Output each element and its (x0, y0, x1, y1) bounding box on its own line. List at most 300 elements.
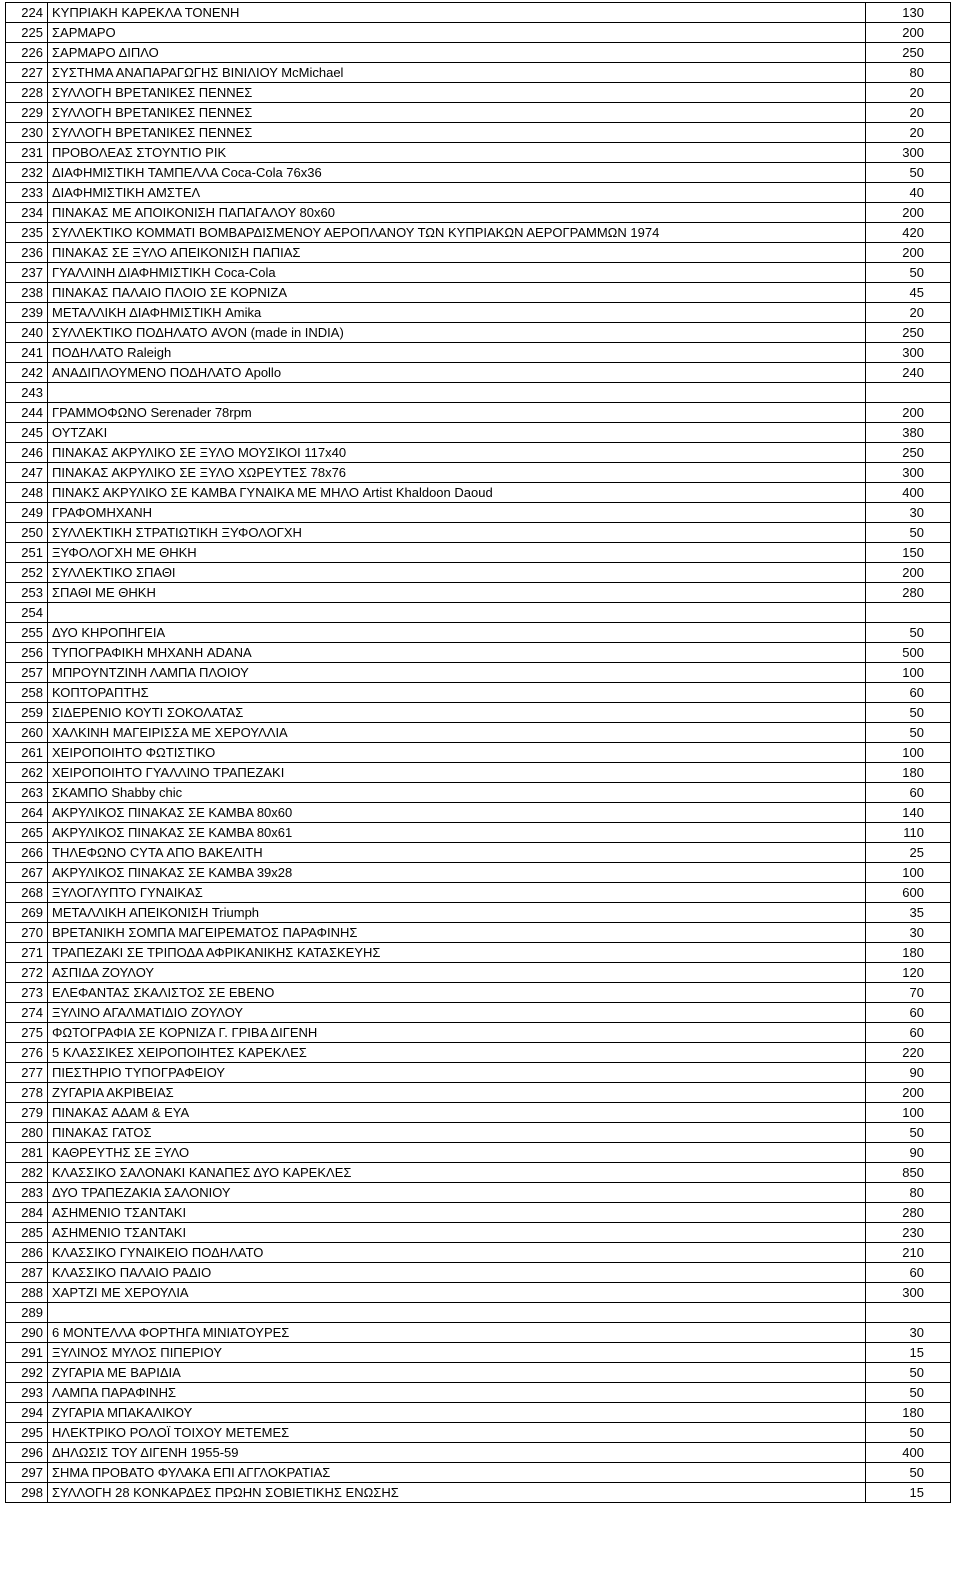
item-description-cell: ΒΡΕΤΑΝΙΚΗ ΣΟΜΠΑ ΜΑΓΕΙΡΕΜΑΤΟΣ ΠΑΡΑΦΙΝΗΣ (48, 923, 866, 943)
item-description-cell: ΠΟΔΗΛΑΤΟ Raleigh (48, 343, 866, 363)
table-row (6, 783, 951, 803)
row-number-cell: 279 (6, 1103, 48, 1123)
item-description-cell: ΠΙΕΣΤΗΡΙΟ ΤΥΠΟΓΡΑΦΕΙΟΥ (48, 1063, 866, 1083)
row-number-cell: 294 (6, 1403, 48, 1423)
table-row (6, 403, 951, 423)
price-cell: 50 (866, 1363, 951, 1383)
table-row (6, 243, 951, 263)
price-cell: 180 (866, 763, 951, 783)
row-number-cell: 233 (6, 183, 48, 203)
row-number-cell: 270 (6, 923, 48, 943)
price-cell: 140 (866, 803, 951, 823)
item-description-cell: ΣΠΑΘΙ ΜΕ ΘΗΚΗ (48, 583, 866, 603)
row-number-cell: 278 (6, 1083, 48, 1103)
row-number-cell: 232 (6, 163, 48, 183)
item-description-cell: ΖΥΓΑΡΙΑ ΜΠΑΚΑΛΙΚΟΥ (48, 1403, 866, 1423)
price-cell: 100 (866, 863, 951, 883)
price-cell: 20 (866, 123, 951, 143)
table-row (6, 623, 951, 643)
price-cell: 35 (866, 903, 951, 923)
table-row (6, 3, 951, 23)
price-cell: 120 (866, 963, 951, 983)
price-cell: 80 (866, 63, 951, 83)
item-description-cell: ΑΚΡΥΛΙΚΟΣ ΠΙΝΑΚΑΣ ΣΕ ΚΑΜΒΑ 39x28 (48, 863, 866, 883)
table-row (6, 1043, 951, 1063)
item-description-cell: ΠΙΝΑΚΑΣ ΑΚΡΥΛΙΚΟ ΣΕ ΞΥΛΟ ΧΩΡΕΥΤΕΣ 78x76 (48, 463, 866, 483)
price-cell: 90 (866, 1143, 951, 1163)
table-row (6, 523, 951, 543)
table-row (6, 1323, 951, 1343)
item-description-cell: ΠΡΟΒΟΛΕΑΣ ΣΤΟΥΝΤΙΟ ΡΙΚ (48, 143, 866, 163)
item-description-cell: ΣΥΛΛΟΓΗ ΒΡΕΤΑΝΙΚΕΣ ΠΕΝΝΕΣ (48, 123, 866, 143)
row-number-cell: 298 (6, 1483, 48, 1503)
table-row (6, 1003, 951, 1023)
item-description-cell: ΟΥΤΖΑΚΙ (48, 423, 866, 443)
price-cell: 400 (866, 1443, 951, 1463)
price-cell: 25 (866, 843, 951, 863)
item-description-cell: ΑΚΡΥΛΙΚΟΣ ΠΙΝΑΚΑΣ ΣΕ ΚΑΜΒΑ 80x61 (48, 823, 866, 843)
table-row (6, 283, 951, 303)
table-row (6, 1403, 951, 1423)
price-cell: 50 (866, 1423, 951, 1443)
item-description-cell: ΜΕΤΑΛΛΙΚΗ ΔΙΑΦΗΜΙΣΤΙΚΗ Amika (48, 303, 866, 323)
price-cell: 50 (866, 1383, 951, 1403)
table-row (6, 1123, 951, 1143)
item-description-cell: ΣΑΡΜΑΡΟ (48, 23, 866, 43)
row-number-cell: 231 (6, 143, 48, 163)
price-cell: 100 (866, 743, 951, 763)
price-cell: 200 (866, 23, 951, 43)
item-price-table (5, 2, 951, 1503)
table-row (6, 843, 951, 863)
item-description-cell: ΞΥΛΙΝΟΣ ΜΥΛΟΣ ΠΙΠΕΡΙΟΥ (48, 1343, 866, 1363)
price-cell (866, 383, 951, 403)
item-description-cell: ΚΛΑΣΣΙΚΟ ΠΑΛΑΙΟ ΡΑΔΙΟ (48, 1263, 866, 1283)
price-cell: 30 (866, 923, 951, 943)
price-cell: 180 (866, 1403, 951, 1423)
price-cell: 200 (866, 203, 951, 223)
row-number-cell: 246 (6, 443, 48, 463)
item-description-cell: ΤΡΑΠΕΖΑΚΙ ΣΕ ΤΡΙΠΟΔΑ ΑΦΡΙΚΑΝΙΚΗΣ ΚΑΤΑΣΚΕΥΗΣ (48, 943, 866, 963)
item-description-cell: ΕΛΕΦΑΝΤΑΣ ΣΚΑΛΙΣΤΟΣ ΣΕ ΕΒΕΝΟ (48, 983, 866, 1003)
row-number-cell: 239 (6, 303, 48, 323)
row-number-cell: 255 (6, 623, 48, 643)
price-cell: 300 (866, 463, 951, 483)
price-cell: 240 (866, 363, 951, 383)
row-number-cell: 226 (6, 43, 48, 63)
item-description-cell: ΣΥΛΛΕΚΤΙΚΟ ΚΟΜΜΑΤΙ ΒΟΜΒΑΡΔΙΣΜΕΝΟΥ ΑΕΡΟΠΛΑΝΟΥ ΤΩΝ ΚΥΠΡΙΑΚΩΝ ΑΕΡΟΓΡΑΜΜΩΝ 1974 (48, 223, 866, 243)
table-row (6, 1223, 951, 1243)
row-number-cell: 274 (6, 1003, 48, 1023)
row-number-cell: 265 (6, 823, 48, 843)
row-number-cell: 257 (6, 663, 48, 683)
item-description-cell: ΖΥΓΑΡΙΑ ΜΕ ΒΑΡΙΔΙΑ (48, 1363, 866, 1383)
row-number-cell: 284 (6, 1203, 48, 1223)
item-description-cell: ΜΕΤΑΛΛΙΚΗ ΑΠΕΙΚΟΝΙΣΗ Triumph (48, 903, 866, 923)
table-row (6, 1143, 951, 1163)
price-cell: 210 (866, 1243, 951, 1263)
price-cell: 150 (866, 543, 951, 563)
item-description-cell: ΠΙΝΑΚΑΣ ΑΚΡΥΛΙΚΟ ΣΕ ΞΥΛΟ ΜΟΥΣΙΚΟΙ 117x40 (48, 443, 866, 463)
table-row (6, 1083, 951, 1103)
price-cell: 80 (866, 1183, 951, 1203)
item-description-cell: ΣΥΛΛΕΚΤΙΚΟ ΠΟΔΗΛΑΤΟ AVON (made in INDIA) (48, 323, 866, 343)
item-description-cell: ΧΑΛΚΙΝΗ ΜΑΓΕΙΡΙΣΣΑ ΜΕ ΧΕΡΟΥΛΛΙΑ (48, 723, 866, 743)
row-number-cell: 244 (6, 403, 48, 423)
row-number-cell: 289 (6, 1303, 48, 1323)
row-number-cell: 290 (6, 1323, 48, 1343)
row-number-cell: 286 (6, 1243, 48, 1263)
table-row (6, 1423, 951, 1443)
table-row (6, 223, 951, 243)
table-row (6, 23, 951, 43)
table-row (6, 503, 951, 523)
price-cell: 60 (866, 683, 951, 703)
item-description-cell: ΧΕΙΡΟΠΟΙΗΤΟ ΦΩΤΙΣΤΙΚΟ (48, 743, 866, 763)
row-number-cell: 291 (6, 1343, 48, 1363)
table-row (6, 1023, 951, 1043)
table-row (6, 83, 951, 103)
item-description-cell: ΦΩΤΟΓΡΑΦΙΑ ΣΕ ΚΟΡΝΙΖΑ Γ. ΓΡΙΒΑ ΔΙΓΕΝΗ (48, 1023, 866, 1043)
row-number-cell: 259 (6, 703, 48, 723)
price-cell: 500 (866, 643, 951, 663)
item-description-cell: ΠΙΝΑΚΣ ΑΚΡΥΛΙΚΟ ΣΕ ΚΑΜΒΑ ΓΥΝΑΙΚΑ ΜΕ ΜΗΛΟ Artist Khaldoon Daoud (48, 483, 866, 503)
row-number-cell: 242 (6, 363, 48, 383)
table-row (6, 663, 951, 683)
row-number-cell: 229 (6, 103, 48, 123)
price-cell: 70 (866, 983, 951, 1003)
table-row (6, 363, 951, 383)
row-number-cell: 227 (6, 63, 48, 83)
price-cell: 200 (866, 403, 951, 423)
table-row (6, 1203, 951, 1223)
table-row (6, 723, 951, 743)
row-number-cell: 228 (6, 83, 48, 103)
table-row (6, 1263, 951, 1283)
item-description-cell: ΑΣΗΜΕΝΙΟ ΤΣΑΝΤΑΚΙ (48, 1203, 866, 1223)
price-cell: 300 (866, 143, 951, 163)
table-row (6, 583, 951, 603)
row-number-cell: 282 (6, 1163, 48, 1183)
price-cell: 45 (866, 283, 951, 303)
price-cell: 280 (866, 583, 951, 603)
price-cell: 50 (866, 1123, 951, 1143)
row-number-cell: 272 (6, 963, 48, 983)
table-row (6, 1383, 951, 1403)
item-description-cell: ΣΗΜΑ ΠΡΟΒΑΤΟ ΦΥΛΑΚΑ ΕΠΙ ΑΓΓΛΟΚΡΑΤΙΑΣ (48, 1463, 866, 1483)
price-cell: 100 (866, 1103, 951, 1123)
row-number-cell: 249 (6, 503, 48, 523)
item-description-cell (48, 603, 866, 623)
row-number-cell: 236 (6, 243, 48, 263)
item-description-cell: ΣΥΛΛΕΚΤΙΚΟ ΣΠΑΘΙ (48, 563, 866, 583)
row-number-cell: 263 (6, 783, 48, 803)
item-description-cell: 5 ΚΛΑΣΣΙΚΕΣ ΧΕΙΡΟΠΟΙΗΤΕΣ ΚΑΡΕΚΛΕΣ (48, 1043, 866, 1063)
table-row (6, 203, 951, 223)
price-cell: 40 (866, 183, 951, 203)
item-description-cell: ΔΗΛΩΣΙΣ ΤΟΥ ΔΙΓΕΝΗ 1955-59 (48, 1443, 866, 1463)
price-cell: 250 (866, 43, 951, 63)
row-number-cell: 292 (6, 1363, 48, 1383)
table-row (6, 603, 951, 623)
row-number-cell: 271 (6, 943, 48, 963)
item-description-cell: ΔΙΑΦΗΜΙΣΤΙΚΗ ΑΜΣΤΕΛ (48, 183, 866, 203)
item-description-cell: ΚΥΠΡΙΑΚΗ ΚΑΡΕΚΛΑ ΤΟΝΕΝΗ (48, 3, 866, 23)
price-cell: 280 (866, 1203, 951, 1223)
table-row (6, 1283, 951, 1303)
item-description-cell: ΠΙΝΑΚΑΣ ΑΔΑΜ & ΕΥΑ (48, 1103, 866, 1123)
table-row (6, 1243, 951, 1263)
table-body (6, 3, 951, 1503)
table-row (6, 803, 951, 823)
item-description-cell: ΠΙΝΑΚΑΣ ΜΕ ΑΠΟΙΚΟΝΙΣΗ ΠΑΠΑΓΑΛΟΥ 80x60 (48, 203, 866, 223)
row-number-cell: 267 (6, 863, 48, 883)
item-description-cell: ΞΥΛΙΝΟ ΑΓΑΛΜΑΤΙΔΙΟ ΖΟΥΛΟΥ (48, 1003, 866, 1023)
price-cell: 250 (866, 323, 951, 343)
table-row (6, 163, 951, 183)
table-row (6, 263, 951, 283)
price-cell: 850 (866, 1163, 951, 1183)
table-row (6, 303, 951, 323)
row-number-cell: 247 (6, 463, 48, 483)
price-cell: 220 (866, 1043, 951, 1063)
price-cell: 50 (866, 163, 951, 183)
row-number-cell: 293 (6, 1383, 48, 1403)
item-description-cell: ΚΛΑΣΣΙΚΟ ΓΥΝΑΙΚΕΙΟ ΠΟΔΗΛΑΤΟ (48, 1243, 866, 1263)
row-number-cell: 224 (6, 3, 48, 23)
table-row (6, 743, 951, 763)
row-number-cell: 281 (6, 1143, 48, 1163)
price-cell (866, 1303, 951, 1323)
price-cell: 30 (866, 503, 951, 523)
table-row (6, 1103, 951, 1123)
table-row (6, 543, 951, 563)
item-description-cell: ΓΡΑΦΟΜΗΧΑΝΗ (48, 503, 866, 523)
row-number-cell: 280 (6, 1123, 48, 1143)
table-row (6, 983, 951, 1003)
row-number-cell: 269 (6, 903, 48, 923)
price-cell: 50 (866, 623, 951, 643)
row-number-cell: 256 (6, 643, 48, 663)
row-number-cell: 276 (6, 1043, 48, 1063)
price-cell (866, 603, 951, 623)
table-row (6, 483, 951, 503)
price-cell: 200 (866, 1083, 951, 1103)
row-number-cell: 234 (6, 203, 48, 223)
table-row (6, 703, 951, 723)
price-cell: 250 (866, 443, 951, 463)
row-number-cell: 243 (6, 383, 48, 403)
item-description-cell: ΣΥΛΛΟΓΗ ΒΡΕΤΑΝΙΚΕΣ ΠΕΝΝΕΣ (48, 83, 866, 103)
price-cell: 15 (866, 1343, 951, 1363)
item-description-cell: ΑΣΗΜΕΝΙΟ ΤΣΑΝΤΑΚΙ (48, 1223, 866, 1243)
row-number-cell: 253 (6, 583, 48, 603)
table-row (6, 823, 951, 843)
row-number-cell: 261 (6, 743, 48, 763)
item-description-cell: ΛΑΜΠΑ ΠΑΡΑΦΙΝΗΣ (48, 1383, 866, 1403)
table-row (6, 1183, 951, 1203)
row-number-cell: 248 (6, 483, 48, 503)
price-cell: 600 (866, 883, 951, 903)
row-number-cell: 273 (6, 983, 48, 1003)
table-row (6, 143, 951, 163)
table-row (6, 383, 951, 403)
table-row (6, 463, 951, 483)
row-number-cell: 235 (6, 223, 48, 243)
table-row (6, 43, 951, 63)
row-number-cell: 277 (6, 1063, 48, 1083)
row-number-cell: 230 (6, 123, 48, 143)
row-number-cell: 258 (6, 683, 48, 703)
price-cell: 180 (866, 943, 951, 963)
table-row (6, 423, 951, 443)
item-description-cell (48, 383, 866, 403)
price-cell: 50 (866, 523, 951, 543)
row-number-cell: 225 (6, 23, 48, 43)
price-cell: 90 (866, 1063, 951, 1083)
row-number-cell: 252 (6, 563, 48, 583)
item-description-cell: ΣΥΛΛΟΓΗ 28 ΚΟΝΚΑΡΔΕΣ ΠΡΩΗΝ ΣΟΒΙΕΤΙΚΗΣ ΕΝΩΣΗΣ (48, 1483, 866, 1503)
item-description-cell: ΧΕΙΡΟΠΟΙΗΤΟ ΓΥΑΛΛΙΝΟ ΤΡΑΠΕΖΑΚΙ (48, 763, 866, 783)
table-row (6, 123, 951, 143)
table-row (6, 683, 951, 703)
price-cell: 130 (866, 3, 951, 23)
table-row (6, 1363, 951, 1383)
item-description-cell: 6 ΜΟΝΤΕΛΛΑ ΦΟΡΤΗΓΑ ΜΙΝΙΑΤΟΥΡΕΣ (48, 1323, 866, 1343)
row-number-cell: 250 (6, 523, 48, 543)
price-cell: 20 (866, 303, 951, 323)
item-description-cell: ΞΥΛΟΓΛΥΠΤΟ ΓΥΝΑΙΚΑΣ (48, 883, 866, 903)
item-description-cell: ΔΥΟ ΤΡΑΠΕΖΑΚΙΑ ΣΑΛΟΝΙΟΥ (48, 1183, 866, 1203)
price-cell: 60 (866, 1023, 951, 1043)
row-number-cell: 285 (6, 1223, 48, 1243)
item-description-cell: ΠΙΝΑΚΑΣ ΓΑΤΟΣ (48, 1123, 866, 1143)
price-cell: 200 (866, 243, 951, 263)
price-cell: 20 (866, 83, 951, 103)
item-description-cell: ΑΣΠΙΔΑ ΖΟΥΛΟΥ (48, 963, 866, 983)
price-cell: 100 (866, 663, 951, 683)
price-cell: 230 (866, 1223, 951, 1243)
row-number-cell: 254 (6, 603, 48, 623)
row-number-cell: 260 (6, 723, 48, 743)
row-number-cell: 268 (6, 883, 48, 903)
price-cell: 380 (866, 423, 951, 443)
table-row (6, 1163, 951, 1183)
item-description-cell: ΠΙΝΑΚΑΣ ΠΑΛΑΙΟ ΠΛΟΙΟ ΣΕ ΚΟΡΝΙΖΑ (48, 283, 866, 303)
table-row (6, 343, 951, 363)
row-number-cell: 237 (6, 263, 48, 283)
price-cell: 50 (866, 723, 951, 743)
item-description-cell: ΗΛΕΚΤΡΙΚΟ ΡΟΛΟΪ ΤΟΙΧΟΥ ΜΕΤΕΜΕΣ (48, 1423, 866, 1443)
row-number-cell: 241 (6, 343, 48, 363)
item-description-cell: ΚΑΘΡΕΥΤΗΣ ΣΕ ΞΥΛΟ (48, 1143, 866, 1163)
price-cell: 50 (866, 1463, 951, 1483)
price-cell: 200 (866, 563, 951, 583)
item-description-cell: ΔΙΑΦΗΜΙΣΤΙΚΗ ΤΑΜΠΕΛΛΑ Coca-Cola 76x36 (48, 163, 866, 183)
table-row (6, 1483, 951, 1503)
table-row (6, 763, 951, 783)
table-row (6, 943, 951, 963)
item-description-cell: ΔΥΟ ΚΗΡΟΠΗΓΕΙΑ (48, 623, 866, 643)
price-cell: 300 (866, 1283, 951, 1303)
row-number-cell: 287 (6, 1263, 48, 1283)
price-cell: 60 (866, 1003, 951, 1023)
item-description-cell: ΤΗΛΕΦΩΝΟ CYTA ΑΠΟ ΒΑΚΕΛΙΤΗ (48, 843, 866, 863)
item-description-cell: ΣΙΔΕΡΕΝΙΟ ΚΟΥΤΙ ΣΟΚΟΛΑΤΑΣ (48, 703, 866, 723)
item-description-cell: ΜΠΡΟΥΝΤΖΙΝΗ ΛΑΜΠΑ ΠΛΟΙΟΥ (48, 663, 866, 683)
price-cell: 50 (866, 263, 951, 283)
item-description-cell: ΣΑΡΜΑΡΟ ΔΙΠΛΟ (48, 43, 866, 63)
item-description-cell: ΣΥΣΤΗΜΑ ΑΝΑΠΑΡΑΓΩΓΗΣ ΒΙΝΙΛΙΟΥ McMichael (48, 63, 866, 83)
price-cell: 60 (866, 1263, 951, 1283)
item-description-cell: ΤΥΠΟΓΡΑΦΙΚΗ ΜΗΧΑΝΗ ADANA (48, 643, 866, 663)
row-number-cell: 266 (6, 843, 48, 863)
table-row (6, 1343, 951, 1363)
table-row (6, 1463, 951, 1483)
table-row (6, 1063, 951, 1083)
row-number-cell: 295 (6, 1423, 48, 1443)
item-description-cell: ΣΥΛΛΕΚΤΙΚΗ ΣΤΡΑΤΙΩΤΙΚΗ ΞΥΦΟΛΟΓΧΗ (48, 523, 866, 543)
price-cell: 60 (866, 783, 951, 803)
table-row (6, 883, 951, 903)
row-number-cell: 264 (6, 803, 48, 823)
table-row (6, 563, 951, 583)
item-description-cell: ΣΥΛΛΟΓΗ ΒΡΕΤΑΝΙΚΕΣ ΠΕΝΝΕΣ (48, 103, 866, 123)
row-number-cell: 296 (6, 1443, 48, 1463)
table-row (6, 643, 951, 663)
table-row (6, 903, 951, 923)
row-number-cell: 238 (6, 283, 48, 303)
price-cell: 50 (866, 703, 951, 723)
price-cell: 15 (866, 1483, 951, 1503)
table-row (6, 1303, 951, 1323)
price-cell: 300 (866, 343, 951, 363)
table-row (6, 923, 951, 943)
table-row (6, 103, 951, 123)
row-number-cell: 297 (6, 1463, 48, 1483)
row-number-cell: 288 (6, 1283, 48, 1303)
row-number-cell: 275 (6, 1023, 48, 1043)
row-number-cell: 251 (6, 543, 48, 563)
price-cell: 30 (866, 1323, 951, 1343)
item-description-cell: ΑΝΑΔΙΠΛΟΥΜΕΝΟ ΠΟΔΗΛΑΤΟ Apollo (48, 363, 866, 383)
row-number-cell: 240 (6, 323, 48, 343)
table-row (6, 863, 951, 883)
item-description-cell: ΧΑΡΤΖΙ ΜΕ ΧΕΡΟΥΛΙΑ (48, 1283, 866, 1303)
item-description-cell: ΓΥΑΛΛΙΝΗ ΔΙΑΦΗΜΙΣΤΙΚΗ Coca-Cola (48, 263, 866, 283)
table-row (6, 323, 951, 343)
item-description-cell: ΞΥΦΟΛΟΓΧΗ ΜΕ ΘΗΚΗ (48, 543, 866, 563)
price-cell: 110 (866, 823, 951, 843)
item-description-cell: ΠΙΝΑΚΑΣ ΣΕ ΞΥΛΟ ΑΠΕΙΚΟΝΙΣΗ ΠΑΠΙΑΣ (48, 243, 866, 263)
table-row (6, 963, 951, 983)
item-description-cell: ΣΚΑΜΠΟ Shabby chic (48, 783, 866, 803)
row-number-cell: 245 (6, 423, 48, 443)
table-row (6, 63, 951, 83)
price-cell: 20 (866, 103, 951, 123)
item-description-cell: ΓΡΑΜΜΟΦΩΝΟ Serenader 78rpm (48, 403, 866, 423)
item-description-cell: ΖΥΓΑΡΙΑ ΑΚΡΙΒΕΙΑΣ (48, 1083, 866, 1103)
item-description-cell: ΚΛΑΣΣΙΚΟ ΣΑΛΟΝΑΚΙ ΚΑΝΑΠΕΣ ΔΥΟ ΚΑΡΕΚΛΕΣ (48, 1163, 866, 1183)
price-cell: 420 (866, 223, 951, 243)
item-description-cell: ΑΚΡΥΛΙΚΟΣ ΠΙΝΑΚΑΣ ΣΕ ΚΑΜΒΑ 80x60 (48, 803, 866, 823)
row-number-cell: 283 (6, 1183, 48, 1203)
table-row (6, 183, 951, 203)
item-description-cell (48, 1303, 866, 1323)
item-description-cell: ΚΟΠΤΟΡΑΠΤΗΣ (48, 683, 866, 703)
table-row (6, 1443, 951, 1463)
table-row (6, 443, 951, 463)
